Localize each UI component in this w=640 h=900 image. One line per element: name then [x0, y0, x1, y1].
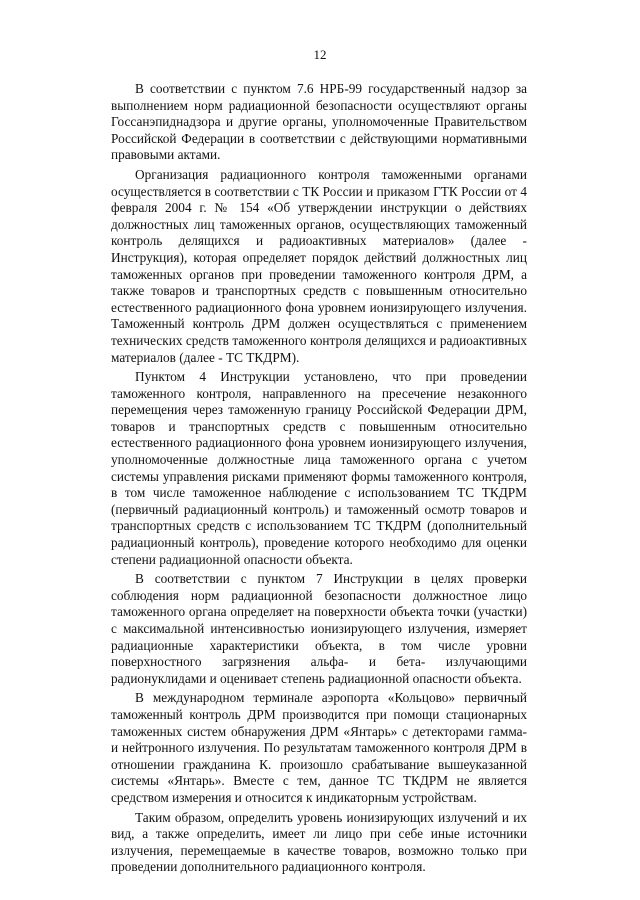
page-number: 12 — [313, 47, 327, 62]
paragraph-6: Таким образом, определить уровень ионизирующих излучений и их вид, а также определить, имеет ли лицо при себе иные источники излучения, перемещаемые в качестве товаров, возможно только при проведении дополнительного радиационного контроля. — [111, 809, 527, 875]
paragraph-1: В соответствии с пунктом 7.6 НРБ-99 государственный надзор за выполнением норм радиационной безопасности осуществляют органы Госсанэпиднадзора и другие органы, уполномоченные Правительством Российской Федерации в соответствии с действующими нормативными правовыми актами. — [111, 81, 527, 163]
paragraph-2: Организация радиационного контроля таможенными органами осуществляется в соответствии с ТК России и приказом ГТК России от 4 февраля 2004 г. № 154 «Об утверждении инструкции о действиях должностных лиц таможенных органов, осуществляющих таможенный контроль делящихся и радиоактивных материалов» (далее - Инструкция), которая определяет порядок действий должностных лиц таможенных органов при проведении таможенного контроля ДРМ, а также товаров и транспортных средств с повышенным относительно естественного радиационного фона уровнем ионизирующего излучения. Таможенный контроль ДРМ должен осуществляться с применением технических средств таможенного контроля делящихся и радиоактивных материалов (далее - ТС ТКДРМ). — [111, 166, 527, 365]
paragraph-3: Пунктом 4 Инструкции установлено, что при проведении таможенного контроля, направленного на пресечение незаконного перемещения через таможенную границу Российской Федерации ДРМ, товаров и транспортных средств с повышенным относительно естественного радиационного фона уровнем ионизирующего излучения, уполномоченные должностные лица таможенного органа с учетом системы управления рисками применяют формы таможенного контроля, в том числе таможенное наблюдение с использованием ТС ТКДРМ (первичный радиационный контроль) и таможенный осмотр товаров и транспортных средств с использованием ТС ТКДРМ (дополнительный радиационный контроль), проведение которого необходимо для оценки степени радиационной опасности объекта. — [111, 369, 527, 567]
paragraph-4: В соответствии с пунктом 7 Инструкции в целях проверки соблюдения норм радиационной безопасности должностное лицо таможенного органа определяет на поверхности объекта точки (участки) с максимальной интенсивностью ионизирующего излучения, измеряет радиационные характеристики объекта, в том числе уровни поверхностного загрязнения альфа- и бета- излучающими радионуклидами и оценивает степень радиационной опасности объекта. — [111, 571, 527, 686]
paragraph-5: В международном терминале аэропорта «Кольцово» первичный таможенный контроль ДРМ производится при помощи стационарных таможенных систем обнаружения ДРМ «Янтарь» с детекторами гамма- и нейтронного излучения. По результатам таможенного контроля ДРМ в отношении гражданина К. произошло срабатывание вышеуказанной системы «Янтарь». Вместе с тем, данное ТС ТКДРМ не является средством измерения и относится к индикаторным устройствам. — [111, 690, 527, 805]
document-body — [111, 81, 527, 879]
